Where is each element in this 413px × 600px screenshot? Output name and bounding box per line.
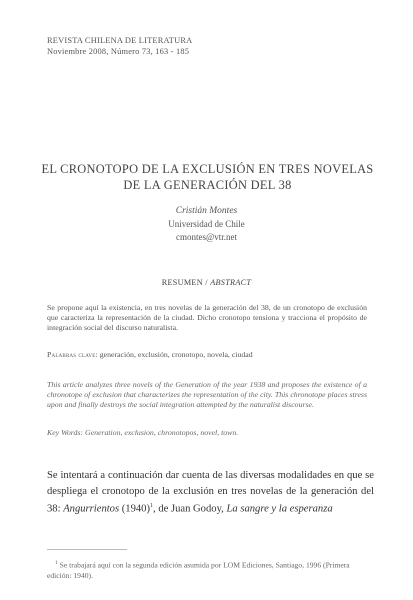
- footnote-number: 1: [55, 560, 58, 566]
- author-email[interactable]: cmontes@vtr.net: [175, 232, 238, 242]
- abstract-english: This article analyzes three novels of the Generation of the year 1938 and proposes the existence of a chronotope of exclusion that characterizes the representation of the city. This chronotope places stress upon and finally destroys the social integration attempted by the naturalist discourse.: [47, 380, 367, 409]
- keywords-spanish: [47, 350, 367, 360]
- footnote-text: Se trabajará aquí con la segunda edición asumida por LOM Ediciones, Santiago, 1996 (Primera edición: 1940).: [47, 560, 350, 580]
- resumen-label: RESUMEN /: [161, 278, 211, 287]
- footnote: [47, 558, 374, 581]
- author-block: [0, 205, 413, 244]
- footnote-ref[interactable]: 1: [150, 503, 154, 509]
- book-title-2: La sangre y la esperanza: [226, 503, 333, 515]
- keywords-text: generación, exclusión, cronotopo, novela, ciudad: [97, 350, 253, 359]
- title-line-1: EL CRONOTOPO DE LA EXCLUSIÓN EN TRES NOVELAS: [41, 162, 374, 176]
- keywords-label: Palabras clave:: [47, 350, 98, 359]
- body-text-2: (1940): [119, 503, 151, 515]
- title-line-2: DE LA GENERACIÓN DEL 38: [123, 178, 292, 192]
- abstract-spanish: Se propone aquí la existencia, en tres novelas de la generación del 38, de un cronotopo de exclusión que caracteriza la representación de la ciudad. Dicho cronotopo tensiona y tracciona el propósito de integración social del discurso naturalista.: [47, 303, 367, 332]
- body-text-1: Se intentará a continuación dar cuenta de las diversas modalidades en que se despliega el cronotopo de la exclusión en tres novelas de la generación del 38:: [47, 470, 374, 515]
- body-text-3: , de Juan Godoy,: [153, 503, 227, 515]
- running-header: [47, 35, 192, 57]
- keywords-english: Key Words: Generation, exclusion, chronotopos, novel, town.: [47, 428, 239, 437]
- body-paragraph: [47, 468, 374, 517]
- abstract-label: ABSTRACT: [210, 278, 252, 287]
- book-title-1: Angurrientos: [63, 503, 120, 515]
- journal-name: REVISTA CHILENA DE LITERATURA: [47, 36, 193, 45]
- footnote-divider: [47, 549, 127, 550]
- abstract-heading: [0, 278, 413, 287]
- issue-info: Noviembre 2008, Número 73, 163 - 185: [47, 47, 190, 56]
- author-name: Cristián Montes: [175, 206, 238, 216]
- article-title: [40, 161, 375, 193]
- author-affiliation: Universidad de Chile: [168, 219, 245, 229]
